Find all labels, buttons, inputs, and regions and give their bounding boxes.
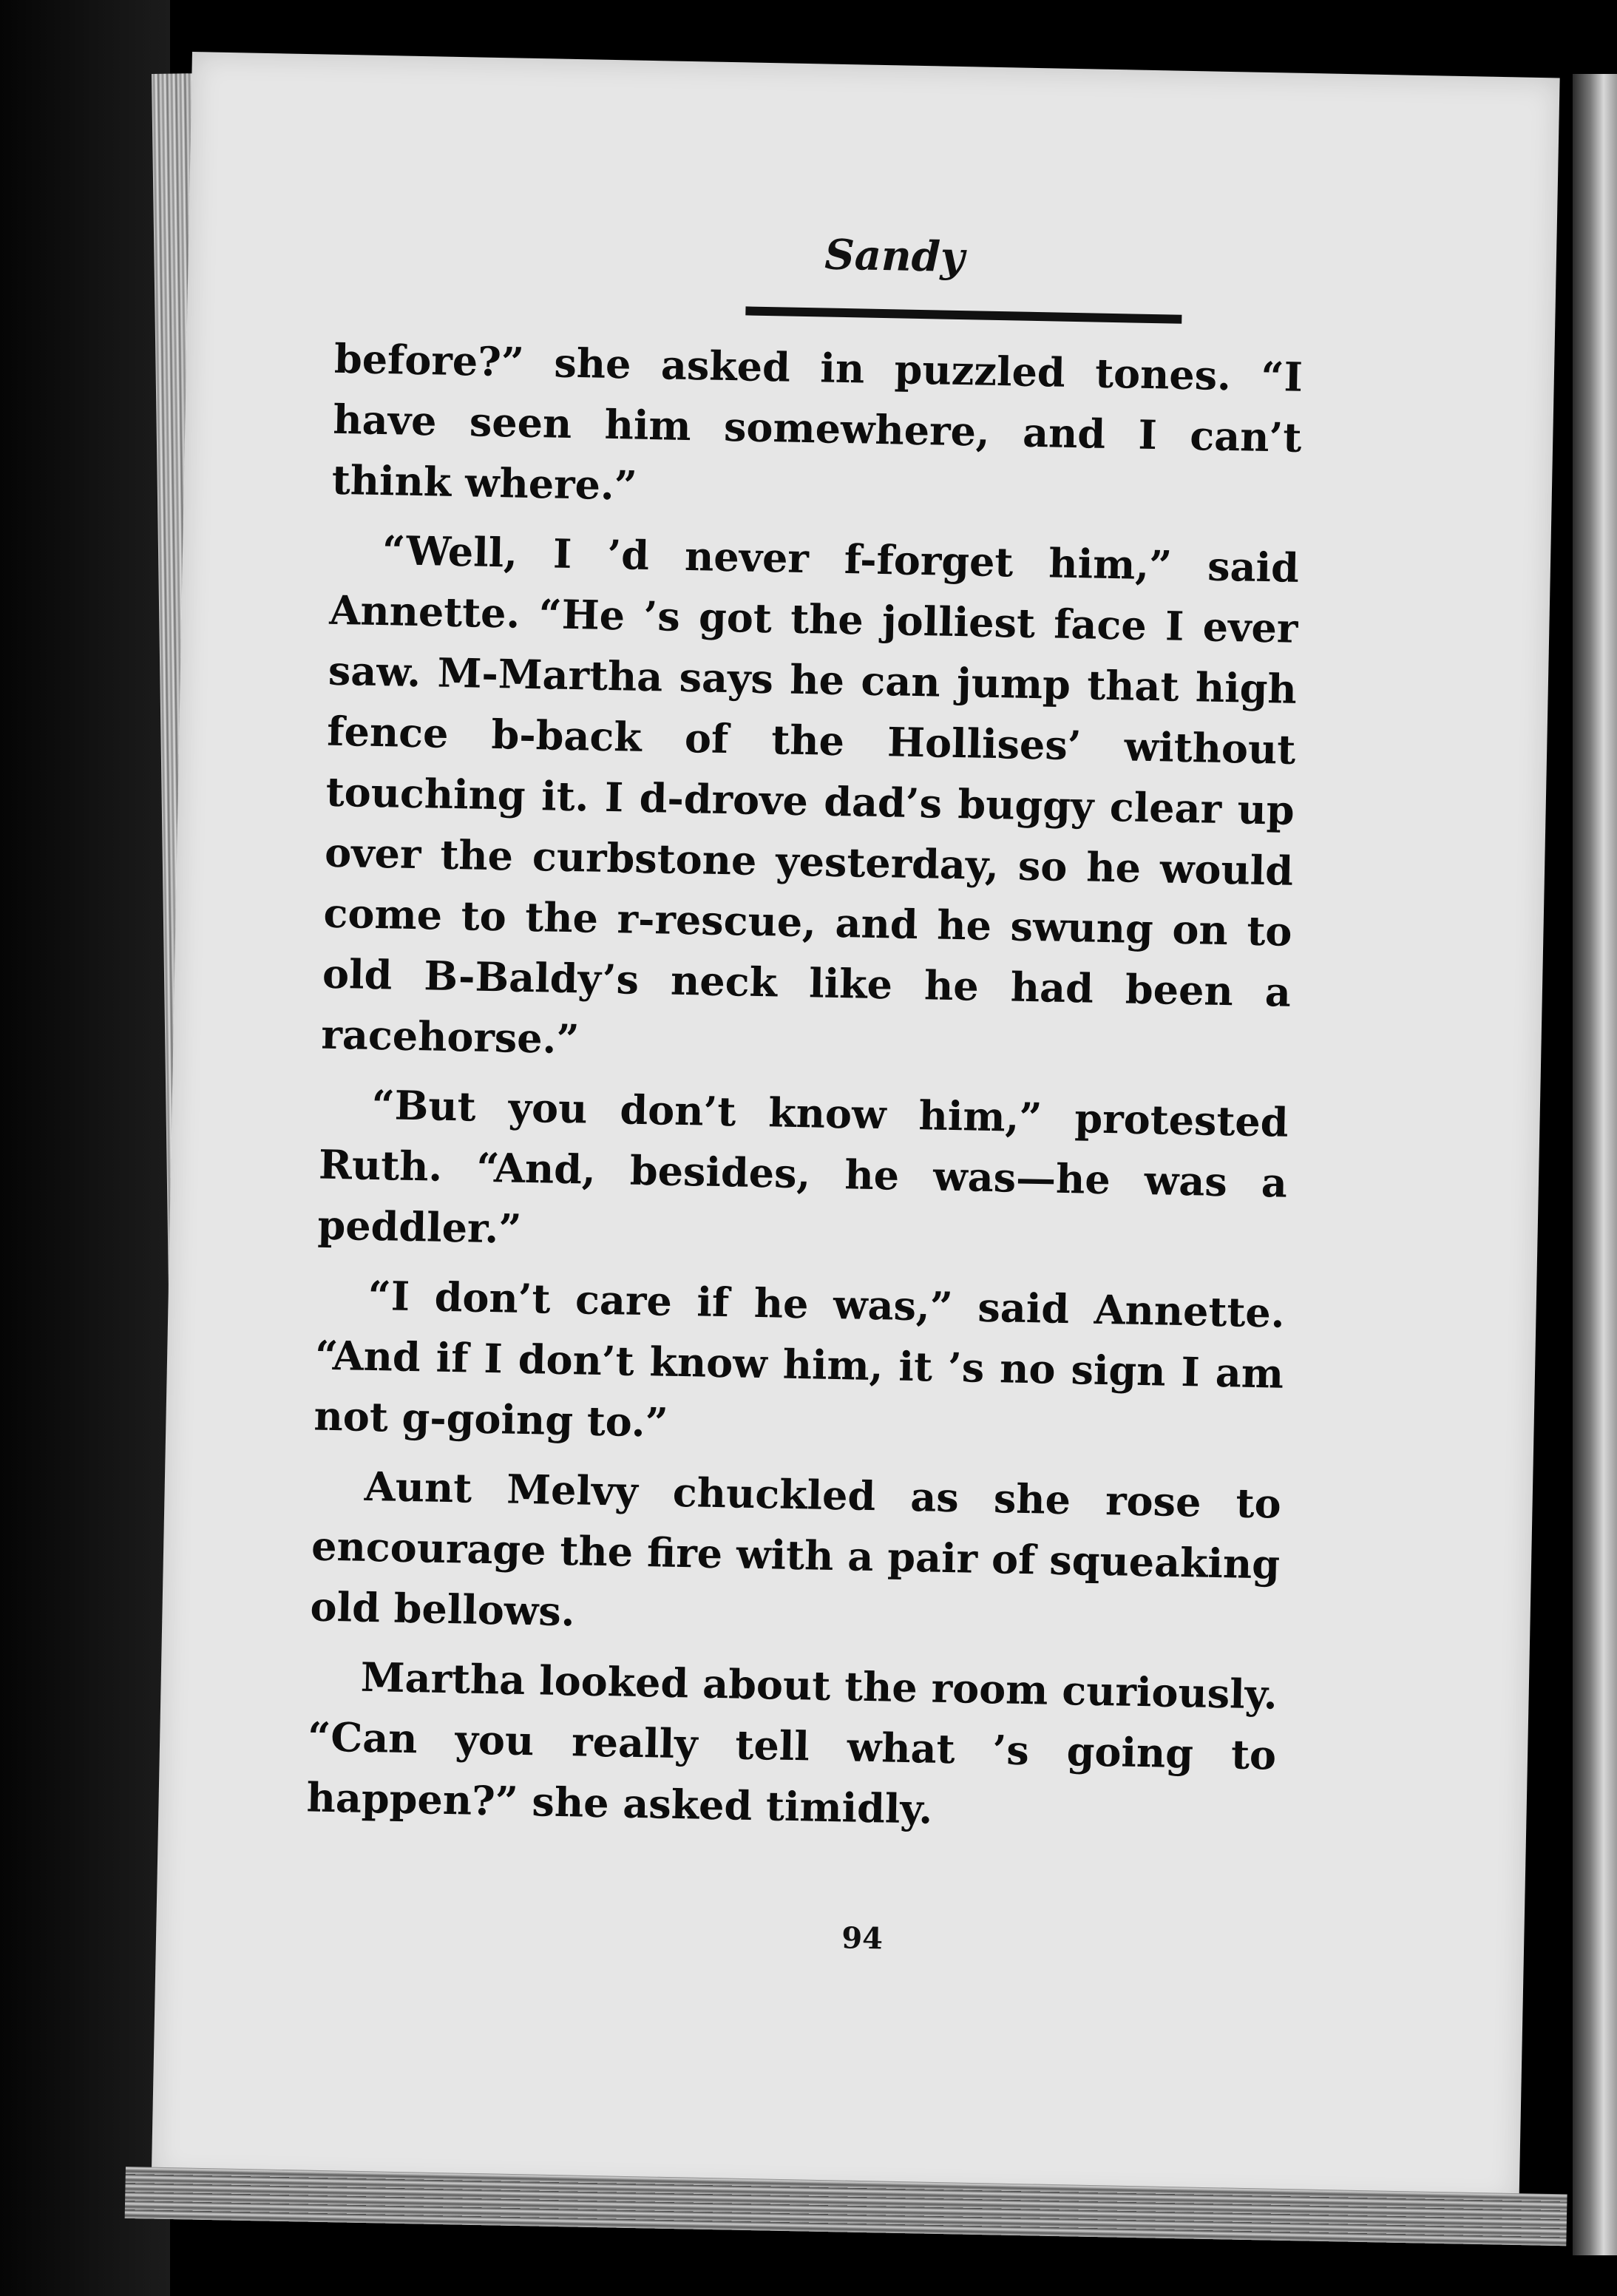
page-edge-right <box>1573 74 1617 2255</box>
paragraph: “I don’t care if he was,” said Annette. “And if I don’t know him, it ’s no sign I am not g-going to.” <box>313 1271 1286 1446</box>
body-text <box>306 328 1304 1855</box>
page-number: 94 <box>841 1920 884 1957</box>
paragraph: Aunt Melvy chuckled as she rose to encourage the fire with a pair of squeaking old bellows. <box>310 1462 1282 1636</box>
paragraph: “But you don’t know him,” protested Ruth. “And, besides, he was—he was a peddler.” <box>316 1080 1289 1253</box>
book-binding <box>0 0 170 2296</box>
paragraph: before?” she asked in puzzled tones. “I have seen him somewhere, and I can’t think where.” <box>331 334 1304 509</box>
paragraph: Martha looked about the room curiously. “Can you really tell what ’s going to happen?” she asked timidly. <box>306 1653 1278 1833</box>
paragraph: “Well, I ’d never f-forget him,” said Annette. “He ’s got the jolliest face I ever saw. M-Martha says he can jump that high fence b-back of the Hollises’ without touching it. I d-drove dad’s buggy clear up over the curbstone yesterday, so he would come to the r-rescue, and he swung on to old B-Baldy’s neck like he had been a racehorse.” <box>320 526 1300 1063</box>
running-head: Sandy <box>824 230 966 282</box>
book-page <box>152 52 1560 2207</box>
header-rule <box>745 306 1182 323</box>
